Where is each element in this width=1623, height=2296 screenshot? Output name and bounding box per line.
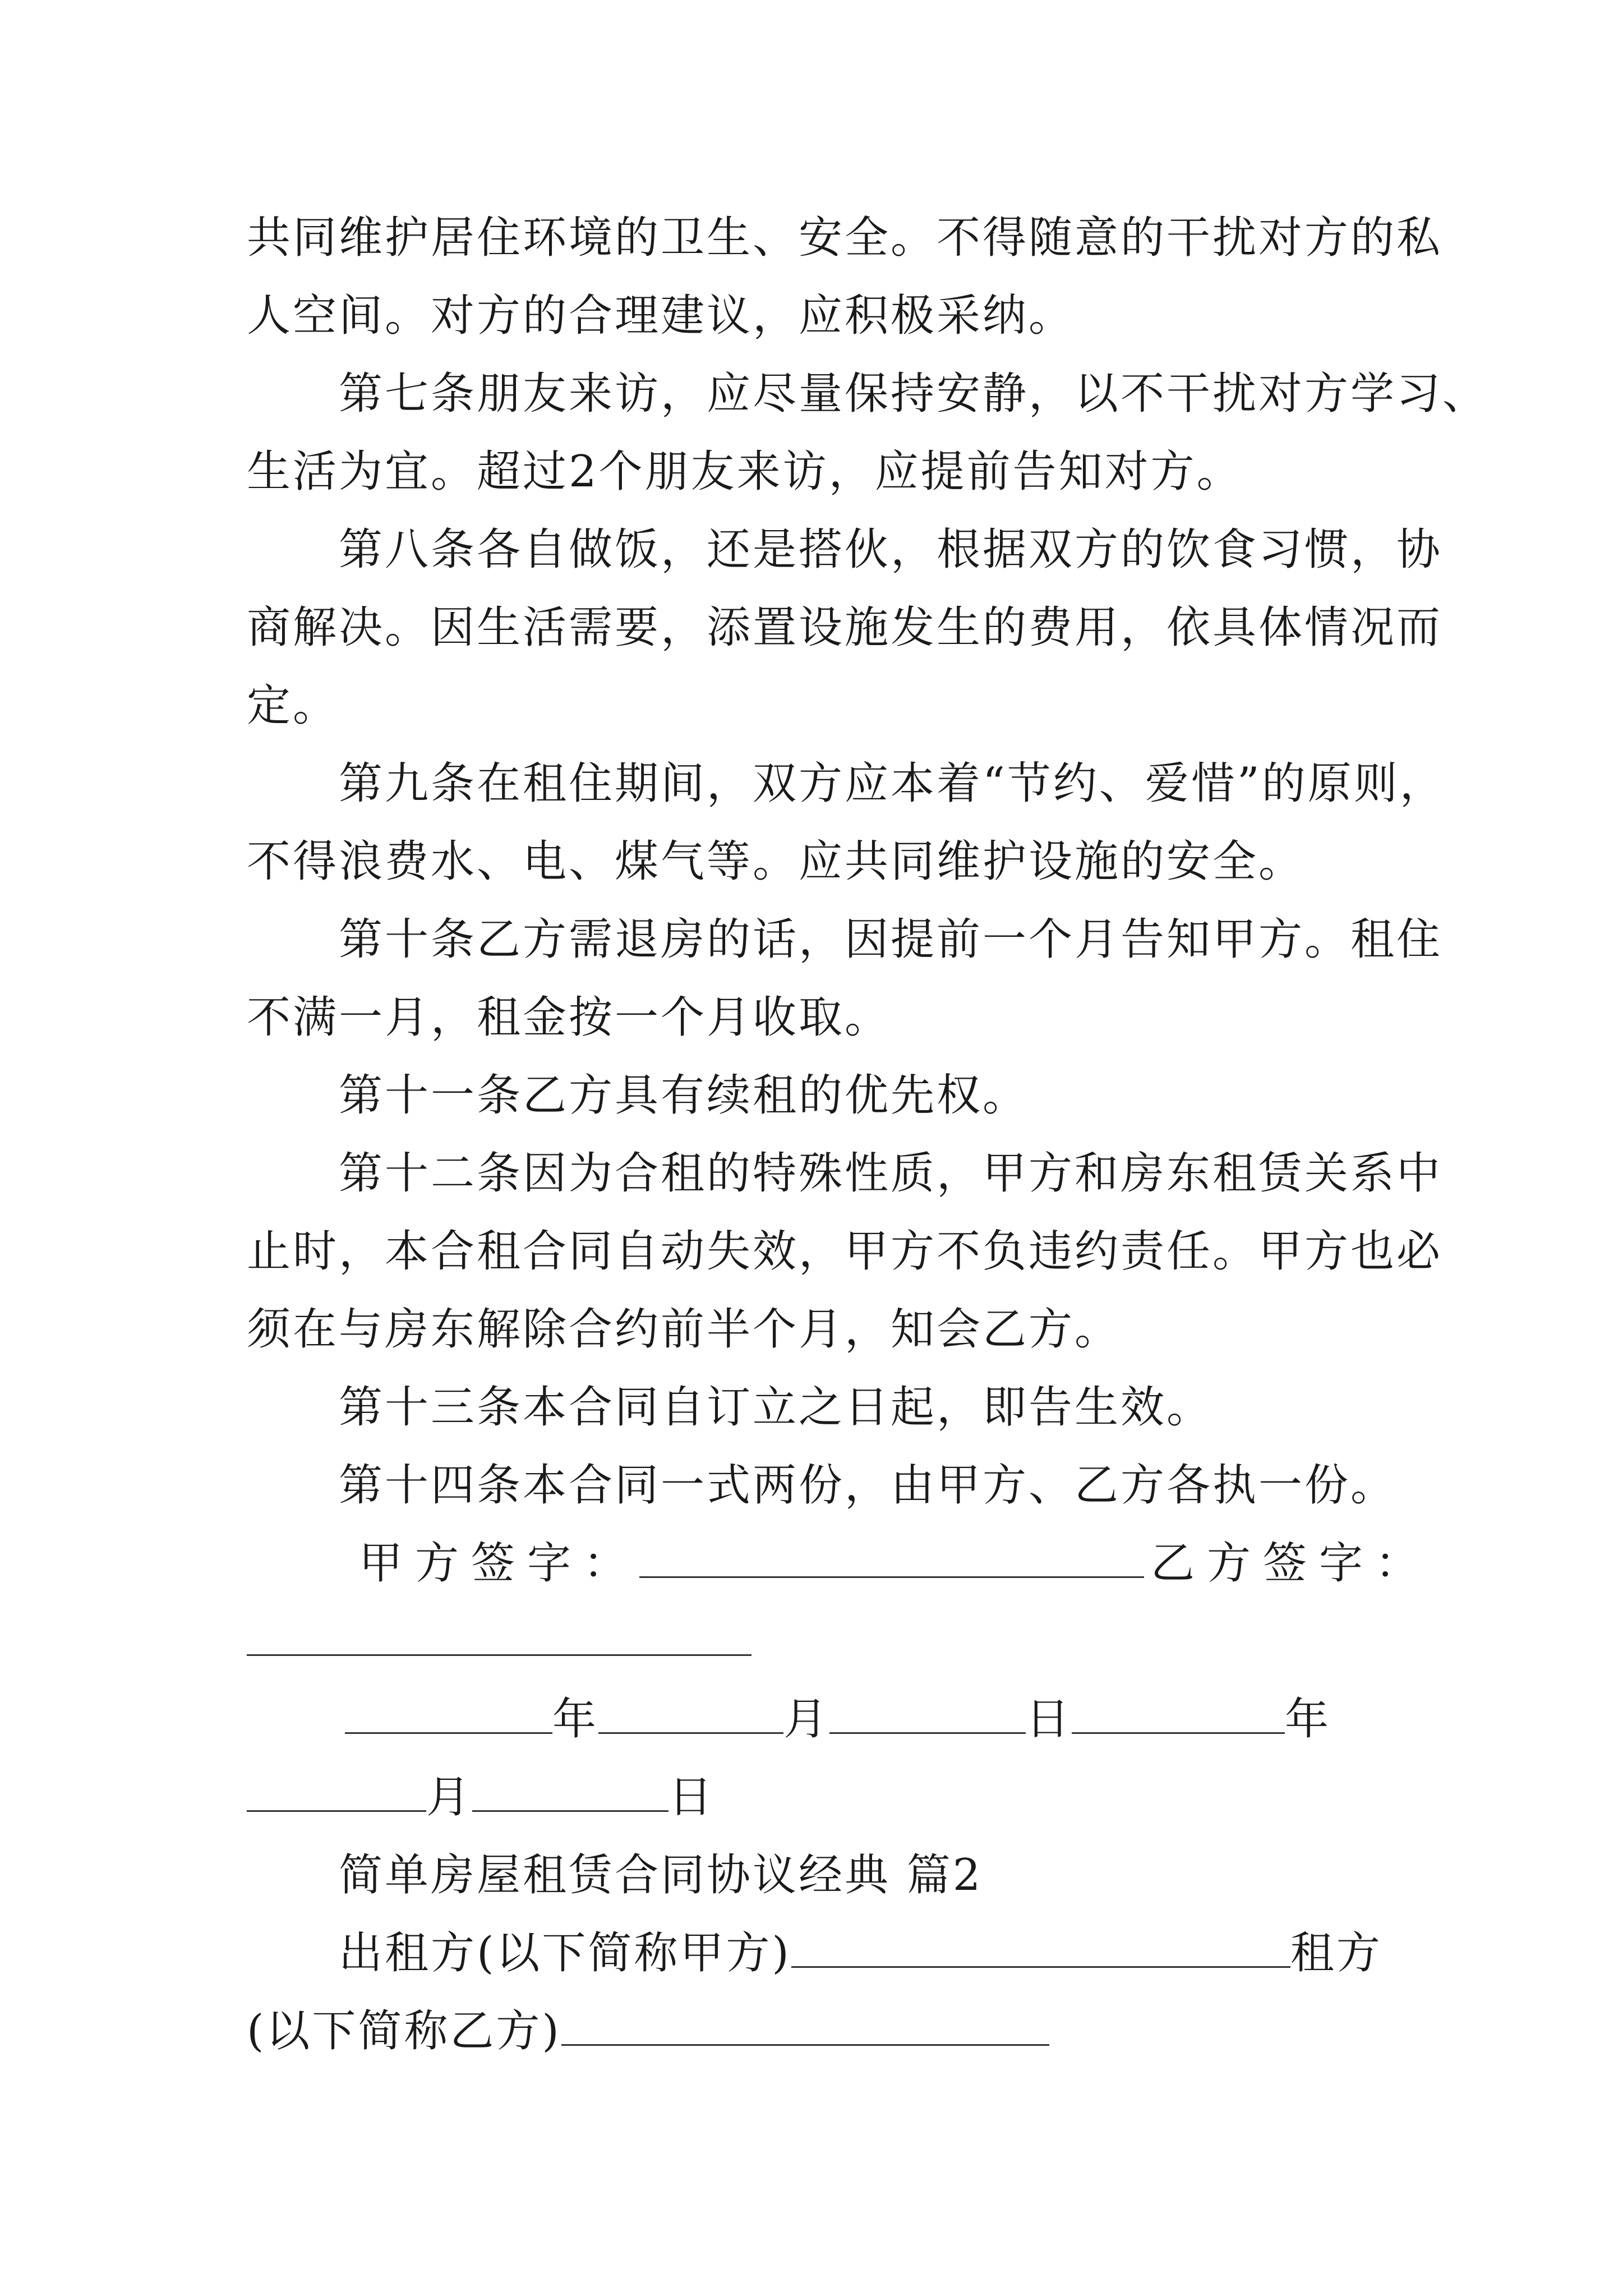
article-7-line: 第七条朋友来访，应尽量保持安静，以不干扰对方学习、 <box>339 369 1489 419</box>
article-14-line: 第十四条本合同一式两份，由甲方、乙方各执一份。 <box>339 1460 1397 1511</box>
lessor-name-field[interactable] <box>791 1932 1290 1968</box>
article-12-line: 止时，本合租合同自动失效，甲方不负违约责任。甲方也必 <box>247 1226 1443 1277</box>
signature-continuation <box>247 1603 1385 1681</box>
day-label: 日 <box>668 1772 715 1823</box>
text-line: 共同维护居住环境的卫生、安全。不得随意的干扰对方的私 <box>247 213 1443 263</box>
article-8-line: 定。 <box>247 680 339 731</box>
year-label: 年 <box>1285 1694 1331 1745</box>
lessee-name-field[interactable] <box>561 2010 1049 2046</box>
party-a-year-field[interactable] <box>345 1699 552 1734</box>
party-b-signature-field[interactable] <box>247 1621 751 1656</box>
article-7-line: 生活为宜。超过2个朋友来访，应提前告知对方。 <box>247 447 1243 497</box>
article-12-line: 须在与房东解除合约前半个月，知会乙方。 <box>247 1304 1121 1355</box>
section-2-title: 简单房屋租赁合同协议经典 篇2 <box>339 1850 983 1901</box>
article-10-line: 不满一月，租金按一个月收取。 <box>247 992 891 1043</box>
lessee-label: (以下简称乙方) <box>247 2006 561 2056</box>
article-13-line: 第十三条本合同自订立之日起，即告生效。 <box>339 1382 1213 1433</box>
lessee-label-start: 租方 <box>1290 1928 1382 1978</box>
month-label: 月 <box>783 1694 830 1745</box>
article-9-line: 不得浪费水、电、煤气等。应共同维护设施的安全。 <box>247 836 1305 887</box>
date-line <box>247 1681 1385 1759</box>
party-b-signature-label: 乙方签字： <box>1151 1538 1432 1589</box>
party-a-day-field[interactable] <box>829 1699 1026 1734</box>
party-b-day-field[interactable] <box>472 1777 668 1812</box>
lessee-line <box>247 1993 1385 2070</box>
day-label: 日 <box>1026 1694 1072 1745</box>
article-8-line: 商解决。因生活需要，添置设施发生的费用，依具体情况而 <box>247 602 1443 653</box>
article-10-line: 第十条乙方需退房的话，因提前一个月告知甲方。租住 <box>339 914 1443 965</box>
article-8-line: 第八条各自做饭，还是搭伙，根据双方的饮食习惯，协 <box>339 524 1443 575</box>
party-a-month-field[interactable] <box>598 1699 783 1734</box>
party-a-signature-label: 甲方签字： <box>359 1538 640 1589</box>
year-label: 年 <box>552 1694 599 1745</box>
signature-line <box>247 1525 1432 1603</box>
article-9-line: 第九条在租住期间，双方应本着“节约、爱惜”的原则， <box>339 758 1446 809</box>
document-page <box>247 199 1489 2070</box>
article-11-line: 第十一条乙方具有续租的优先权。 <box>339 1070 1029 1121</box>
article-12-line: 第十二条因为合租的特殊性质，甲方和房东租赁关系中 <box>339 1148 1443 1199</box>
lessor-line <box>247 1915 1385 1993</box>
party-b-month-field[interactable] <box>247 1777 426 1812</box>
lessor-label: 出租方(以下简称甲方) <box>339 1928 791 1978</box>
date-continuation <box>247 1759 1385 1837</box>
text-line: 人空间。对方的合理建议，应积极采纳。 <box>247 291 1075 341</box>
party-a-signature-field[interactable] <box>639 1543 1144 1578</box>
party-b-year-field[interactable] <box>1072 1699 1285 1734</box>
month-label: 月 <box>426 1772 473 1823</box>
